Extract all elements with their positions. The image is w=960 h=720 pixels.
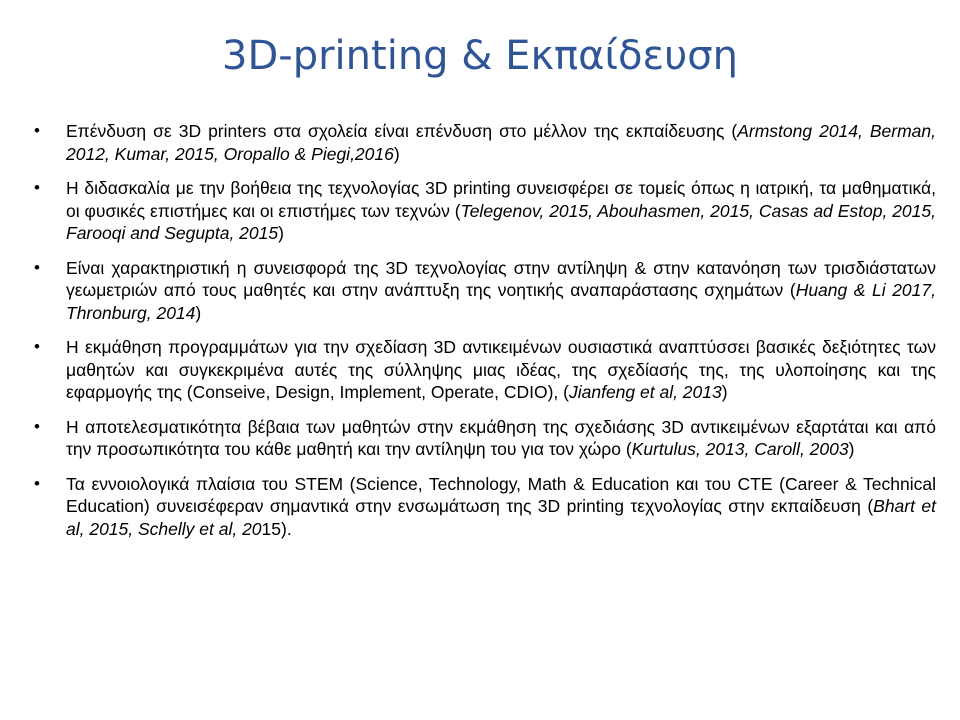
bullet-dot-icon: • bbox=[34, 416, 40, 436]
bullet-text: Τα εννοιολογικά πλαίσια του STEM (Science, Technology, Math & Education και του CTE (Career & Technical Education) συνεισέφεραν σημαντικά στην ενσωμάτωση της 3D printing τεχνολογίας στην εκπαίδευση ( bbox=[66, 473, 936, 516]
citation: Bhart et al, 2015, Schelly et al, 20 bbox=[66, 496, 936, 539]
citation: Jianfeng et al, 2013 bbox=[568, 382, 722, 402]
bullet-list bbox=[34, 120, 936, 552]
bullet-text: Η διδασκαλία με την βοήθεια της τεχνολογίας 3D printing συνεισφέρει σε τομείς όπως η ιατρική, τα μαθηματικά, οι φυσικές επιστήμες και οι επιστήμες των τεχνών ( bbox=[66, 178, 936, 221]
slide-title: 3D-printing & Εκπαίδευση bbox=[222, 33, 738, 79]
bullet-item-teaching-domains bbox=[34, 177, 936, 245]
bullet-text-end: ) bbox=[278, 223, 284, 243]
citation: Armstong 2014, Berman, 2012, Kumar, 2015, Oropallo & Piegi,2016 bbox=[66, 121, 937, 164]
bullet-text-end: ) bbox=[721, 382, 728, 402]
bullet-text: Η αποτελεσματικότητα βέβαια των μαθητών στην εκμάθηση της σχεδιάσης 3D αντικειμένων εξαρτάται και από την προσωπικότητα του κάθε μαθητή και την αντίληψη του για τον χώρο ( bbox=[66, 416, 936, 459]
bullet-text: Επένδυση σε 3D printers στα σχολεία είναι επένδυση στο μέλλον της εκπαίδευσης ( bbox=[66, 121, 738, 141]
bullet-dot-icon: • bbox=[34, 257, 40, 277]
bullet-dot-icon: • bbox=[34, 473, 40, 493]
bullet-item-design-skills bbox=[34, 336, 936, 404]
bullet-dot-icon: • bbox=[34, 178, 40, 197]
bullet-dot-icon: • bbox=[34, 337, 40, 356]
bullet-text-end: ) bbox=[393, 143, 400, 164]
bullet-text: Είναι χαρακτηριστική η συνεισφορά της 3D τεχνολογίας στην αντίληψη & στην κατανόηση των τρισδιάστατων γεωμετριών από τους μαθητές και στην ανάπτυξη της νοητικής αναπαράστασης σχημάτων ( bbox=[66, 257, 936, 300]
bullet-text-end: 15). bbox=[261, 518, 292, 539]
bullet-item-geometry-perception bbox=[34, 257, 936, 325]
citation: Huang & Li 2017, Thronburg, 2014 bbox=[66, 280, 936, 323]
bullet-item-stem-frameworks bbox=[34, 473, 936, 541]
bullet-text-end: ) bbox=[195, 302, 202, 323]
bullet-item-investment bbox=[34, 120, 936, 165]
citation: Kurtulus, 2013, Caroll, 2003 bbox=[631, 439, 849, 459]
bullet-text-end: ) bbox=[848, 439, 855, 459]
bullet-dot-icon: • bbox=[34, 121, 40, 140]
bullet-text: Η εκμάθηση προγραμμάτων για την σχεδίαση 3D αντικειμένων ουσιαστικά αναπτύσσει βασικές δεξιότητες των μαθητών και συγκεκριμένα αυτές της σύλληψης μιας ιδέας, της σχεδίασής της, της υλοποίησης και της εφαρμογής της (Conseive, Design, Implement, Operate, CDIO), ( bbox=[66, 337, 936, 402]
citation: Telegenov, 2015, Abouhasmen, 2015, Casas ad Estop, 2015, Farooqi and Segupta, 2015 bbox=[66, 200, 936, 243]
bullet-item-student-effectiveness bbox=[34, 416, 936, 461]
